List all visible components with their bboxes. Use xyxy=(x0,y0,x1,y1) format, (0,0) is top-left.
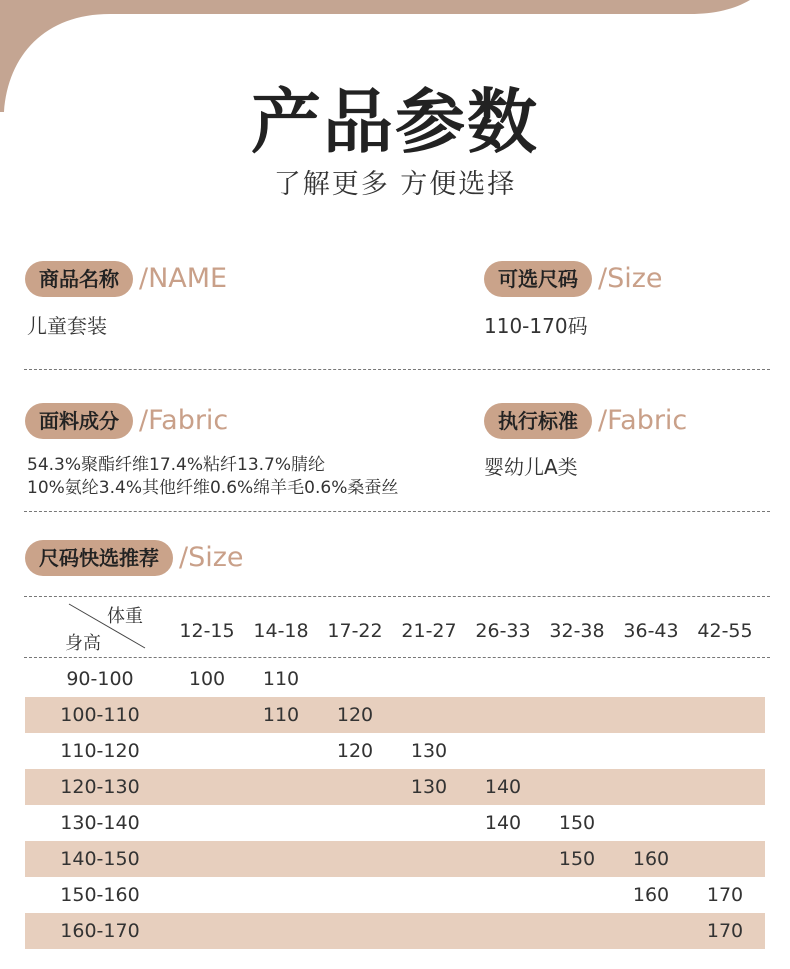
height-cell: 160-170 xyxy=(60,920,140,942)
weight-column-header: 36-43 xyxy=(623,620,679,642)
size-cell: 140 xyxy=(484,812,522,834)
weight-label: 体重 xyxy=(107,606,143,627)
height-cell: 130-140 xyxy=(60,812,140,834)
size-cell: 140 xyxy=(484,776,522,798)
page-title: 产品参数 xyxy=(251,81,539,163)
standard-label xyxy=(484,403,687,439)
weight-column-header: 17-22 xyxy=(327,620,383,642)
product-name-value: 儿童套装 xyxy=(27,314,107,338)
page-subtitle: 了解更多 方便选择 xyxy=(273,169,517,200)
height-cell: 150-160 xyxy=(60,884,140,906)
height-cell: 120-130 xyxy=(60,776,140,798)
size-pill: 可选尺码 xyxy=(484,261,592,297)
standard-value: 婴幼儿A类 xyxy=(484,455,578,479)
standard-en: /Fabric xyxy=(598,405,688,436)
weight-column-header: 26-33 xyxy=(475,620,531,642)
fabric-value-line1: 54.3%聚酯纤维17.4%粘纤13.7%腈纶 xyxy=(27,455,326,475)
size-value: 110-170码 xyxy=(484,314,588,338)
height-cell: 90-100 xyxy=(66,668,134,690)
size-label xyxy=(484,261,663,297)
height-cell: 110-120 xyxy=(60,740,140,762)
size-table-en: /Size xyxy=(179,542,244,573)
diagonal-header-cell xyxy=(25,596,175,656)
size-cell: 160 xyxy=(632,848,670,870)
product-name-label xyxy=(25,261,227,297)
table-row xyxy=(25,913,765,949)
weight-column-header: 42-55 xyxy=(697,620,753,642)
size-cell: 170 xyxy=(706,920,744,942)
height-label: 身高 xyxy=(65,633,101,654)
weight-column-header: 14-18 xyxy=(253,620,309,642)
height-cell: 140-150 xyxy=(60,848,140,870)
table-row xyxy=(25,661,765,697)
table-row xyxy=(25,805,765,841)
table-header-border xyxy=(24,657,770,658)
product-name-pill: 商品名称 xyxy=(25,261,133,297)
fabric-label xyxy=(25,403,228,439)
size-cell: 130 xyxy=(410,776,448,798)
size-en: /Size xyxy=(598,263,663,294)
table-header xyxy=(25,596,765,656)
size-cell: 120 xyxy=(336,704,374,726)
table-row xyxy=(25,733,765,769)
weight-column-header: 21-27 xyxy=(401,620,457,642)
table-row xyxy=(25,697,765,733)
fabric-value-line2: 10%氨纶3.4%其他纤维0.6%绵羊毛0.6%桑蚕丝 xyxy=(27,478,399,498)
table-row xyxy=(25,877,765,913)
size-cell: 150 xyxy=(558,812,596,834)
fabric-pill: 面料成分 xyxy=(25,403,133,439)
size-cell: 150 xyxy=(558,848,596,870)
size-cell: 110 xyxy=(262,668,300,690)
size-table xyxy=(25,596,765,942)
weight-column-header: 12-15 xyxy=(179,620,235,642)
size-cell: 100 xyxy=(188,668,226,690)
divider xyxy=(24,511,770,512)
size-cell: 120 xyxy=(336,740,374,762)
standard-pill: 执行标准 xyxy=(484,403,592,439)
table-row xyxy=(25,769,765,805)
divider xyxy=(24,369,770,370)
fabric-en: /Fabric xyxy=(139,405,229,436)
size-cell: 160 xyxy=(632,884,670,906)
table-row xyxy=(25,841,765,877)
size-table-label xyxy=(25,540,244,576)
size-cell: 130 xyxy=(410,740,448,762)
size-cell: 110 xyxy=(262,704,300,726)
product-name-en: /NAME xyxy=(139,263,228,294)
size-cell: 170 xyxy=(706,884,744,906)
size-table-pill: 尺码快选推荐 xyxy=(25,540,173,576)
weight-column-header: 32-38 xyxy=(549,620,605,642)
height-cell: 100-110 xyxy=(60,704,140,726)
